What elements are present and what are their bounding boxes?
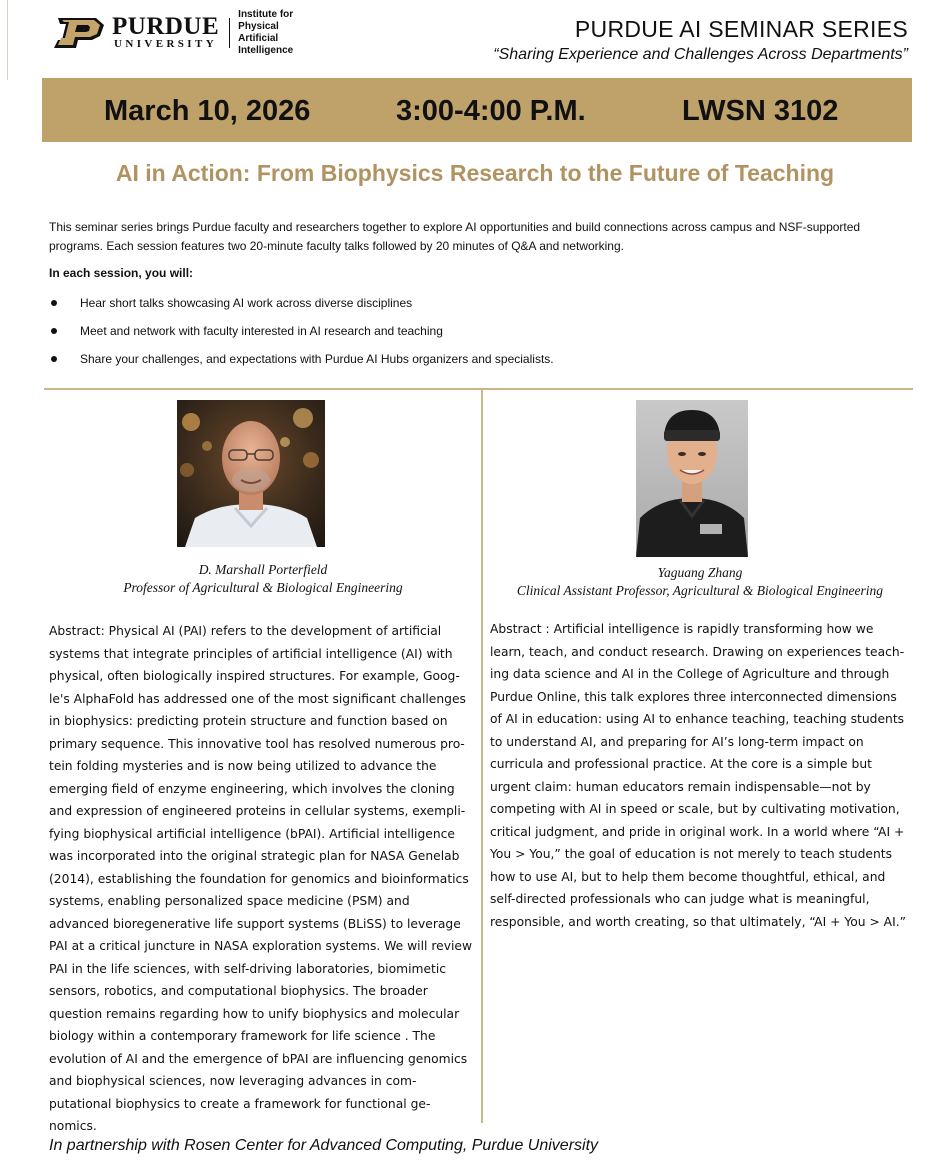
- speaker-2-title: Clinical Assistant Professor, Agricultural & Biological Engineering: [516, 583, 884, 598]
- speaker-1-title: Professor of Agricultural & Biological Engineering: [123, 580, 403, 595]
- bullet-dot-icon: [51, 328, 57, 334]
- event-time: 3:00-4:00 P.M.: [396, 95, 586, 127]
- speaker-2-name: Yaguang Zhang: [657, 565, 743, 580]
- session-bullet-list: [49, 296, 909, 380]
- partnership-footer: In partnership with Rosen Center for Advanced Computing, Purdue University: [49, 1137, 599, 1154]
- bullet-dot-icon: [51, 356, 57, 362]
- logo-institute-line-2: Artificial Intelligence: [238, 33, 294, 56]
- logo-wordmark: [112, 13, 220, 50]
- column-divider-vertical: [481, 389, 483, 1123]
- logo-divider: [229, 18, 230, 48]
- bullet-text: Meet and network with faculty interested in AI research and teaching: [80, 324, 443, 338]
- purdue-logo: [52, 9, 328, 56]
- list-item: [49, 324, 909, 352]
- section-divider-horizontal: [44, 388, 913, 390]
- list-item: [49, 352, 909, 380]
- intro-lead: In each session, you will:: [49, 266, 194, 280]
- series-title: PURDUE AI SEMINAR SERIES: [574, 16, 908, 42]
- speaker-2-photo: [636, 400, 748, 557]
- bullet-text: Hear short talks showcasing AI work across diverse disciplines: [80, 296, 413, 310]
- seminar-title: AI in Action: From Biophysics Research to the Future of Teaching: [115, 160, 835, 186]
- event-room: LWSN 3102: [682, 95, 839, 127]
- logo-purdue-text: PURDUE: [112, 13, 220, 40]
- logo-institute-line-1: Institute for Physical: [238, 9, 294, 32]
- series-subtitle: “Sharing Experience and Challenges Across Departments”: [493, 46, 908, 63]
- event-date: March 10, 2026: [104, 95, 311, 127]
- intro-description: This seminar series brings Purdue faculty and researchers together to explore AI opportunities and build connections across campus and NSF-supported programs. Each session features two 20-minute faculty talks followed by 20 minutes of Q&A and networking.: [49, 220, 861, 253]
- bullet-text: Share your challenges, and expectations with Purdue AI Hubs organizers and specialists.: [80, 352, 554, 366]
- purdue-p-motion-mark-icon: [52, 16, 106, 50]
- speaker-1-abstract: Abstract: Physical AI (PAI) refers to the development of artificial systems that integrate principles of artificial intelligence (AI) with physical, often biologically inspired structures. For example, Google's AlphaFold has addressed one of the most significant challenges in biophysics: predicting protein structure and function based on primary sequence. This innovative tool has resolved numerous protein folding mysteries and is now being utilized to advance the emerging field of enzyme engineering, which involves the cloning and expression of engineered proteins in cellular systems, exemplifying biophysical artificial intelligence (bPAI). Artificial intelligence was incorporated into the original strategic plan for NASA Genelab (2014), establishing the foundation for genomics and bioinformatics systems, enabling personalized space medicine (PSM) and advanced bioregenerative life support systems (BLiSS) to leverage PAI at a critical juncture in NASA exploration systems. We will review PAI in the life sciences, with self-driving laboratories, biomimetic sensors, robotics, and computational biophysics. The broader question remains regarding how to unify biophysics and molecular biology within a contemporary framework for life science . The evolution of AI and the emergence of bPAI are influencing genomics and biophysical sciences, now leveraging advances in computational biophysics to create a framework for functional genomics.: [49, 624, 473, 1133]
- list-item: [49, 296, 909, 324]
- speaker-1-photo: [177, 400, 325, 547]
- speaker-1-name: D. Marshall Porterfield: [198, 562, 328, 577]
- bullet-dot-icon: [51, 300, 57, 306]
- speaker-2-abstract: Abstract : Artificial intelligence is rapidly transforming how we learn, teach, and conduct research. Drawing on experiences teaching data science and AI in the College of Agriculture and through Purdue Online, this talk explores three interconnected dimensions of AI in education: using AI to enhance teaching, teaching students to understand AI, and preparing for AI’s long-term impact on curricula and professional practice. At the core is a simple but urgent claim: human educators remain indispensable—not by competing with AI in speed or scale, but by cultivating motivation, critical judgment, and pride in original work. In a world where “AI + You > You,” the goal of education is not merely to teach students how to use AI, but to help them become thoughtful, ethical, and self-directed professionals who can judge what is meaningful, responsible, and worth creating, so that ultimately, “AI + You > AI.”: [490, 622, 906, 929]
- left-margin-rule: [7, 0, 8, 80]
- logo-institute-name: [238, 9, 328, 57]
- event-banner: [42, 78, 912, 142]
- logo-university-text: UNIVERSITY: [114, 38, 218, 50]
